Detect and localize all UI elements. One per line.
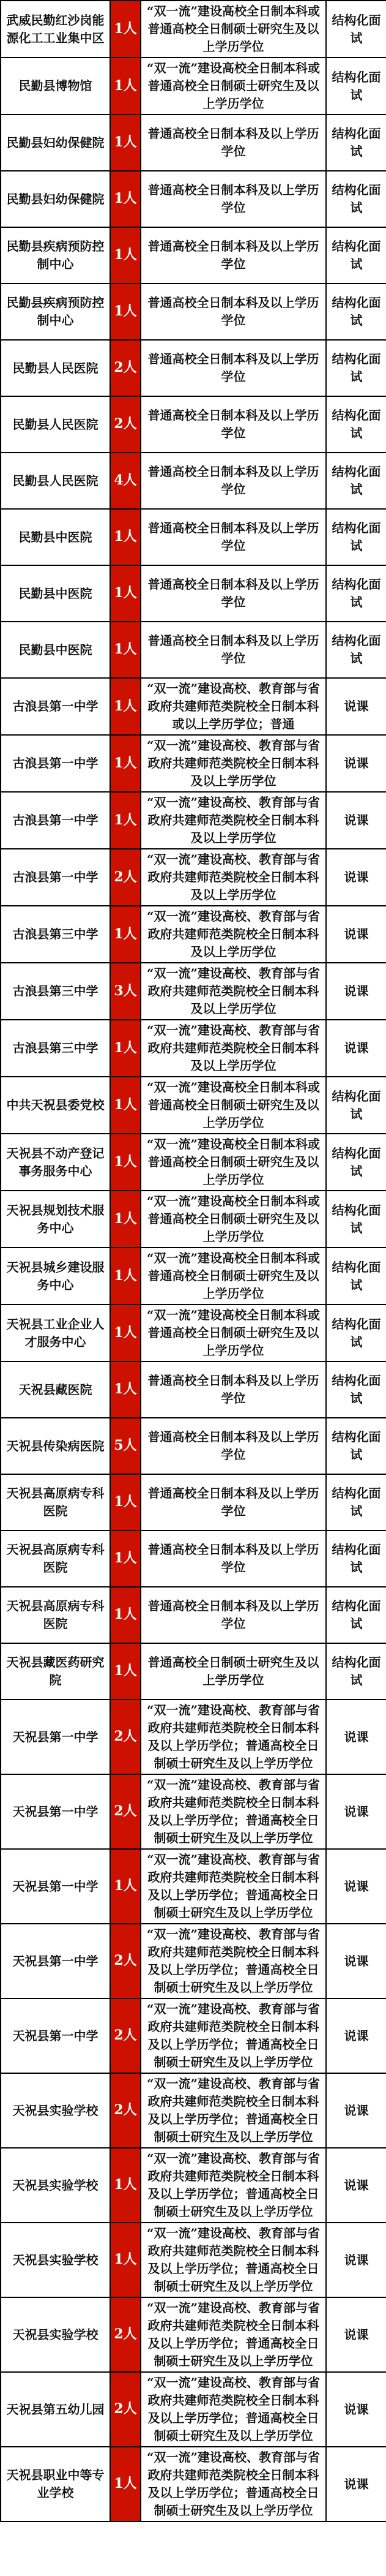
count-cell: 1人 [110, 1587, 141, 1643]
exam-method-cell: 说课 [326, 678, 386, 735]
count-cell: 1人 [110, 1077, 141, 1134]
unit-cell: 天祝县高原病专科医院 [1, 1587, 110, 1643]
exam-method-cell: 说课 [326, 1849, 386, 1924]
count-cell: 2人 [110, 849, 141, 906]
requirement-cell: “双一流”建设高校、教育部与省政府共建师范类院校全日制本科及以上学历学位；普通高校全日制硕士研究生及以上学历学位 [141, 1849, 326, 1924]
requirement-cell: “双一流”建设高校全日制本科或普通高校全日制硕士研究生及以上学历学位 [141, 1, 326, 58]
table-row [1, 2223, 386, 2297]
table-row [1, 1531, 386, 1587]
count-cell: 3人 [110, 963, 141, 1020]
count-cell: 1人 [110, 622, 141, 678]
exam-method-cell: 结构化面试 [326, 1191, 386, 1248]
exam-method-cell: 说课 [326, 1700, 386, 1774]
unit-cell: 民勤县人民医院 [1, 453, 110, 509]
requirement-cell: 普通高校全日制本科及以上学历学位 [141, 115, 326, 171]
table-row [1, 2372, 386, 2447]
table-row [1, 735, 386, 792]
table-row [1, 1998, 386, 2073]
exam-method-cell: 说课 [326, 2148, 386, 2223]
count-cell: 2人 [110, 1700, 141, 1774]
unit-cell: 天祝县传染病医院 [1, 1418, 110, 1474]
requirement-cell: “双一流”建设高校全日制本科或普通高校全日制硕士研究生及以上学历学位 [141, 1191, 326, 1248]
unit-cell: 古浪县第一中学 [1, 792, 110, 849]
unit-cell: 民勤县人民医院 [1, 396, 110, 453]
table-row [1, 1, 386, 58]
unit-cell: 民勤县妇幼保健院 [1, 115, 110, 171]
recruitment-table-body [1, 1, 386, 2521]
count-cell: 2人 [110, 1924, 141, 1998]
unit-cell: 古浪县第三中学 [1, 906, 110, 963]
count-cell: 1人 [110, 735, 141, 792]
unit-cell: 古浪县第一中学 [1, 735, 110, 792]
table-row [1, 1361, 386, 1418]
count-cell: 1人 [110, 1474, 141, 1531]
count-cell: 1人 [110, 1643, 141, 1700]
exam-method-cell: 说课 [326, 2372, 386, 2447]
exam-method-cell: 说课 [326, 2223, 386, 2297]
table-row [1, 1305, 386, 1361]
requirement-cell: 普通高校全日制本科及以上学历学位 [141, 396, 326, 453]
count-cell: 5人 [110, 1418, 141, 1474]
exam-method-cell: 结构化面试 [326, 171, 386, 227]
requirement-cell: 普通高校全日制本科及以上学历学位 [141, 622, 326, 678]
unit-cell: 武威民勤红沙岗能源化工工业集中区 [1, 1, 110, 58]
exam-method-cell: 结构化面试 [326, 622, 386, 678]
table-row [1, 340, 386, 396]
count-cell: 1人 [110, 1361, 141, 1418]
requirement-cell: “双一流”建设高校、教育部与省政府共建师范类院校全日制本科及以上学历学位 [141, 792, 326, 849]
requirement-cell: 普通高校全日制本科及以上学历学位 [141, 1587, 326, 1643]
exam-method-cell: 说课 [326, 2297, 386, 2372]
count-cell: 1人 [110, 906, 141, 963]
exam-method-cell: 说课 [326, 1020, 386, 1077]
requirement-cell: “双一流”建设高校、教育部与省政府共建师范类院校全日制本科及以上学历学位 [141, 963, 326, 1020]
table-row [1, 1474, 386, 1531]
requirement-cell: 普通高校全日制本科及以上学历学位 [141, 509, 326, 565]
unit-cell: 天祝县实验学校 [1, 2297, 110, 2372]
table-row [1, 1774, 386, 1849]
exam-method-cell: 结构化面试 [326, 1418, 386, 1474]
unit-cell: 古浪县第一中学 [1, 849, 110, 906]
exam-method-cell: 结构化面试 [326, 1474, 386, 1531]
exam-method-cell: 说课 [326, 906, 386, 963]
table-row [1, 115, 386, 171]
requirement-cell: “双一流”建设高校、教育部与省政府共建师范类院校全日制本科及以上学历学位 [141, 735, 326, 792]
unit-cell: 天祝县第一中学 [1, 1849, 110, 1924]
requirement-cell: “双一流”建设高校全日制本科或普通高校全日制硕士研究生及以上学历学位 [141, 1077, 326, 1134]
unit-cell: 天祝县城乡建设服务中心 [1, 1248, 110, 1305]
count-cell: 1人 [110, 509, 141, 565]
unit-cell: 古浪县第三中学 [1, 963, 110, 1020]
requirement-cell: 普通高校全日制本科及以上学历学位 [141, 1531, 326, 1587]
table-row [1, 284, 386, 340]
unit-cell: 天祝县第一中学 [1, 1998, 110, 2073]
count-cell: 1人 [110, 171, 141, 227]
count-cell: 2人 [110, 2297, 141, 2372]
count-cell: 1人 [110, 227, 141, 284]
unit-cell: 天祝县工业企业人才服务中心 [1, 1305, 110, 1361]
unit-cell: 中共天祝县委党校 [1, 1077, 110, 1134]
requirement-cell: 普通高校全日制本科及以上学历学位 [141, 1361, 326, 1418]
requirement-cell: “双一流”建设高校全日制本科或普通高校全日制硕士研究生及以上学历学位 [141, 1248, 326, 1305]
requirement-cell: “双一流”建设高校、教育部与省政府共建师范类院校全日制本科及以上学历学位；普通高校全日制硕士研究生及以上学历学位 [141, 2447, 326, 2521]
table-row [1, 1077, 386, 1134]
requirement-cell: 普通高校全日制本科及以上学历学位 [141, 565, 326, 622]
table-row [1, 1849, 386, 1924]
table-row [1, 509, 386, 565]
count-cell: 1人 [110, 678, 141, 735]
unit-cell: 天祝县不动产登记事务服务中心 [1, 1134, 110, 1191]
exam-method-cell: 结构化面试 [326, 58, 386, 115]
count-cell: 1人 [110, 792, 141, 849]
count-cell: 1人 [110, 1020, 141, 1077]
requirement-cell: 普通高校全日制硕士研究生及以上学历学位 [141, 1643, 326, 1700]
exam-method-cell: 结构化面试 [326, 1134, 386, 1191]
table-row [1, 2447, 386, 2521]
requirement-cell: “双一流”建设高校、教育部与省政府共建师范类院校全日制本科及以上学历学位 [141, 906, 326, 963]
requirement-cell: 普通高校全日制本科及以上学历学位 [141, 1474, 326, 1531]
count-cell: 1人 [110, 115, 141, 171]
exam-method-cell: 说课 [326, 849, 386, 906]
count-cell: 1人 [110, 2447, 141, 2521]
requirement-cell: 普通高校全日制本科及以上学历学位 [141, 1418, 326, 1474]
requirement-cell: “双一流”建设高校、教育部与省政府共建师范类院校全日制本科及以上学历学位；普通高校全日制硕士研究生及以上学历学位 [141, 2372, 326, 2447]
table-row [1, 906, 386, 963]
exam-method-cell: 结构化面试 [326, 1531, 386, 1587]
count-cell: 4人 [110, 453, 141, 509]
count-cell: 2人 [110, 396, 141, 453]
requirement-cell: “双一流”建设高校全日制本科或普通高校全日制硕士研究生及以上学历学位 [141, 1305, 326, 1361]
exam-method-cell: 结构化面试 [326, 227, 386, 284]
requirement-cell: “双一流”建设高校、教育部与省政府共建师范类院校全日制本科及以上学历学位；普通高校全日制硕士研究生及以上学历学位 [141, 1774, 326, 1849]
table-row [1, 396, 386, 453]
table-row [1, 227, 386, 284]
requirement-cell: 普通高校全日制本科及以上学历学位 [141, 171, 326, 227]
unit-cell: 民勤县博物馆 [1, 58, 110, 115]
table-row [1, 58, 386, 115]
unit-cell: 民勤县妇幼保健院 [1, 171, 110, 227]
exam-method-cell: 结构化面试 [326, 1305, 386, 1361]
exam-method-cell: 结构化面试 [326, 284, 386, 340]
count-cell: 1人 [110, 1134, 141, 1191]
unit-cell: 天祝县职业中等专业学校 [1, 2447, 110, 2521]
exam-method-cell: 说课 [326, 1998, 386, 2073]
exam-method-cell: 说课 [326, 963, 386, 1020]
unit-cell: 民勤县人民医院 [1, 340, 110, 396]
count-cell: 1人 [110, 58, 141, 115]
table-row [1, 1418, 386, 1474]
exam-method-cell: 说课 [326, 792, 386, 849]
count-cell: 1人 [110, 1, 141, 58]
count-cell: 1人 [110, 1248, 141, 1305]
count-cell: 2人 [110, 340, 141, 396]
requirement-cell: “双一流”建设高校、教育部与省政府共建师范类院校全日制本科及以上学历学位；普通高校全日制硕士研究生及以上学历学位 [141, 1700, 326, 1774]
table-row [1, 2297, 386, 2372]
exam-method-cell: 结构化面试 [326, 1248, 386, 1305]
exam-method-cell: 结构化面试 [326, 1587, 386, 1643]
unit-cell: 天祝县高原病专科医院 [1, 1531, 110, 1587]
table-row [1, 792, 386, 849]
requirement-cell: “双一流”建设高校全日制本科或普通高校全日制硕士研究生及以上学历学位 [141, 1134, 326, 1191]
requirement-cell: 普通高校全日制本科及以上学历学位 [141, 227, 326, 284]
requirement-cell: “双一流”建设高校、教育部与省政府共建师范类院校全日制本科及以上学历学位；普通高校全日制硕士研究生及以上学历学位 [141, 1924, 326, 1998]
exam-method-cell: 结构化面试 [326, 453, 386, 509]
requirement-cell: “双一流”建设高校全日制本科或普通高校全日制硕士研究生及以上学历学位 [141, 58, 326, 115]
unit-cell: 民勤县中医院 [1, 622, 110, 678]
unit-cell: 天祝县藏医院 [1, 1361, 110, 1418]
requirement-cell: “双一流”建设高校、教育部与省政府共建师范类院校全日制本科及以上学历学位 [141, 849, 326, 906]
unit-cell: 天祝县实验学校 [1, 2148, 110, 2223]
table-row [1, 2148, 386, 2223]
exam-method-cell: 说课 [326, 1924, 386, 1998]
exam-method-cell: 结构化面试 [326, 1077, 386, 1134]
table-row [1, 1248, 386, 1305]
count-cell: 1人 [110, 1191, 141, 1248]
requirement-cell: 普通高校全日制本科及以上学历学位 [141, 340, 326, 396]
unit-cell: 民勤县疾病预防控制中心 [1, 284, 110, 340]
requirement-cell: “双一流”建设高校、教育部与省政府共建师范类院校全日制本科及以上学历学位；普通高校全日制硕士研究生及以上学历学位 [141, 2148, 326, 2223]
count-cell: 1人 [110, 2223, 141, 2297]
table-row [1, 1587, 386, 1643]
table-row [1, 1020, 386, 1077]
count-cell: 1人 [110, 1849, 141, 1924]
unit-cell: 古浪县第三中学 [1, 1020, 110, 1077]
table-row [1, 1924, 386, 1998]
unit-cell: 天祝县第一中学 [1, 1924, 110, 1998]
count-cell: 1人 [110, 2148, 141, 2223]
table-row [1, 678, 386, 735]
exam-method-cell: 结构化面试 [326, 340, 386, 396]
exam-method-cell: 结构化面试 [326, 115, 386, 171]
requirement-cell: “双一流”建设高校、教育部与省政府共建师范类院校全日制本科及以上学历学位；普通高校全日制硕士研究生及以上学历学位 [141, 2073, 326, 2148]
table-row [1, 1134, 386, 1191]
count-cell: 2人 [110, 2372, 141, 2447]
table-row [1, 963, 386, 1020]
exam-method-cell: 结构化面试 [326, 396, 386, 453]
requirement-cell: “双一流”建设高校、教育部与省政府共建师范类院校全日制本科及以上学历学位；普通高校全日制硕士研究生及以上学历学位 [141, 2223, 326, 2297]
table-row [1, 453, 386, 509]
table-row [1, 565, 386, 622]
requirement-cell: “双一流”建设高校、教育部与省政府共建师范类院校全日制本科或以上学历学位；普通 [141, 678, 326, 735]
requirement-cell: 普通高校全日制本科及以上学历学位 [141, 453, 326, 509]
count-cell: 1人 [110, 284, 141, 340]
unit-cell: 天祝县第一中学 [1, 1774, 110, 1849]
requirement-cell: “双一流”建设高校、教育部与省政府共建师范类院校全日制本科及以上学历学位；普通高校全日制硕士研究生及以上学历学位 [141, 2297, 326, 2372]
unit-cell: 民勤县疾病预防控制中心 [1, 227, 110, 284]
exam-method-cell: 结构化面试 [326, 1643, 386, 1700]
table-row [1, 2073, 386, 2148]
exam-method-cell: 说课 [326, 2447, 386, 2521]
unit-cell: 民勤县中医院 [1, 509, 110, 565]
unit-cell: 古浪县第一中学 [1, 678, 110, 735]
table-row [1, 849, 386, 906]
unit-cell: 天祝县藏医药研究院 [1, 1643, 110, 1700]
exam-method-cell: 结构化面试 [326, 565, 386, 622]
count-cell: 2人 [110, 1774, 141, 1849]
count-cell: 2人 [110, 1998, 141, 2073]
count-cell: 1人 [110, 565, 141, 622]
count-cell: 1人 [110, 1305, 141, 1361]
requirement-cell: “双一流”建设高校、教育部与省政府共建师范类院校全日制本科及以上学历学位 [141, 1020, 326, 1077]
table-row [1, 1191, 386, 1248]
count-cell: 2人 [110, 2073, 141, 2148]
unit-cell: 天祝县第五幼儿园 [1, 2372, 110, 2447]
count-cell: 1人 [110, 1531, 141, 1587]
exam-method-cell: 结构化面试 [326, 1361, 386, 1418]
unit-cell: 天祝县实验学校 [1, 2073, 110, 2148]
table-row [1, 1643, 386, 1700]
unit-cell: 天祝县实验学校 [1, 2223, 110, 2297]
exam-method-cell: 说课 [326, 1774, 386, 1849]
exam-method-cell: 结构化面试 [326, 1, 386, 58]
exam-method-cell: 说课 [326, 2073, 386, 2148]
exam-method-cell: 说课 [326, 735, 386, 792]
unit-cell: 天祝县第一中学 [1, 1700, 110, 1774]
table-row [1, 1700, 386, 1774]
unit-cell: 天祝县高原病专科医院 [1, 1474, 110, 1531]
table-row [1, 171, 386, 227]
table-row [1, 622, 386, 678]
requirement-cell: “双一流”建设高校、教育部与省政府共建师范类院校全日制本科及以上学历学位；普通高校全日制硕士研究生及以上学历学位 [141, 1998, 326, 2073]
unit-cell: 民勤县中医院 [1, 565, 110, 622]
exam-method-cell: 结构化面试 [326, 509, 386, 565]
requirement-cell: 普通高校全日制本科及以上学历学位 [141, 284, 326, 340]
unit-cell: 天祝县规划技术服务中心 [1, 1191, 110, 1248]
